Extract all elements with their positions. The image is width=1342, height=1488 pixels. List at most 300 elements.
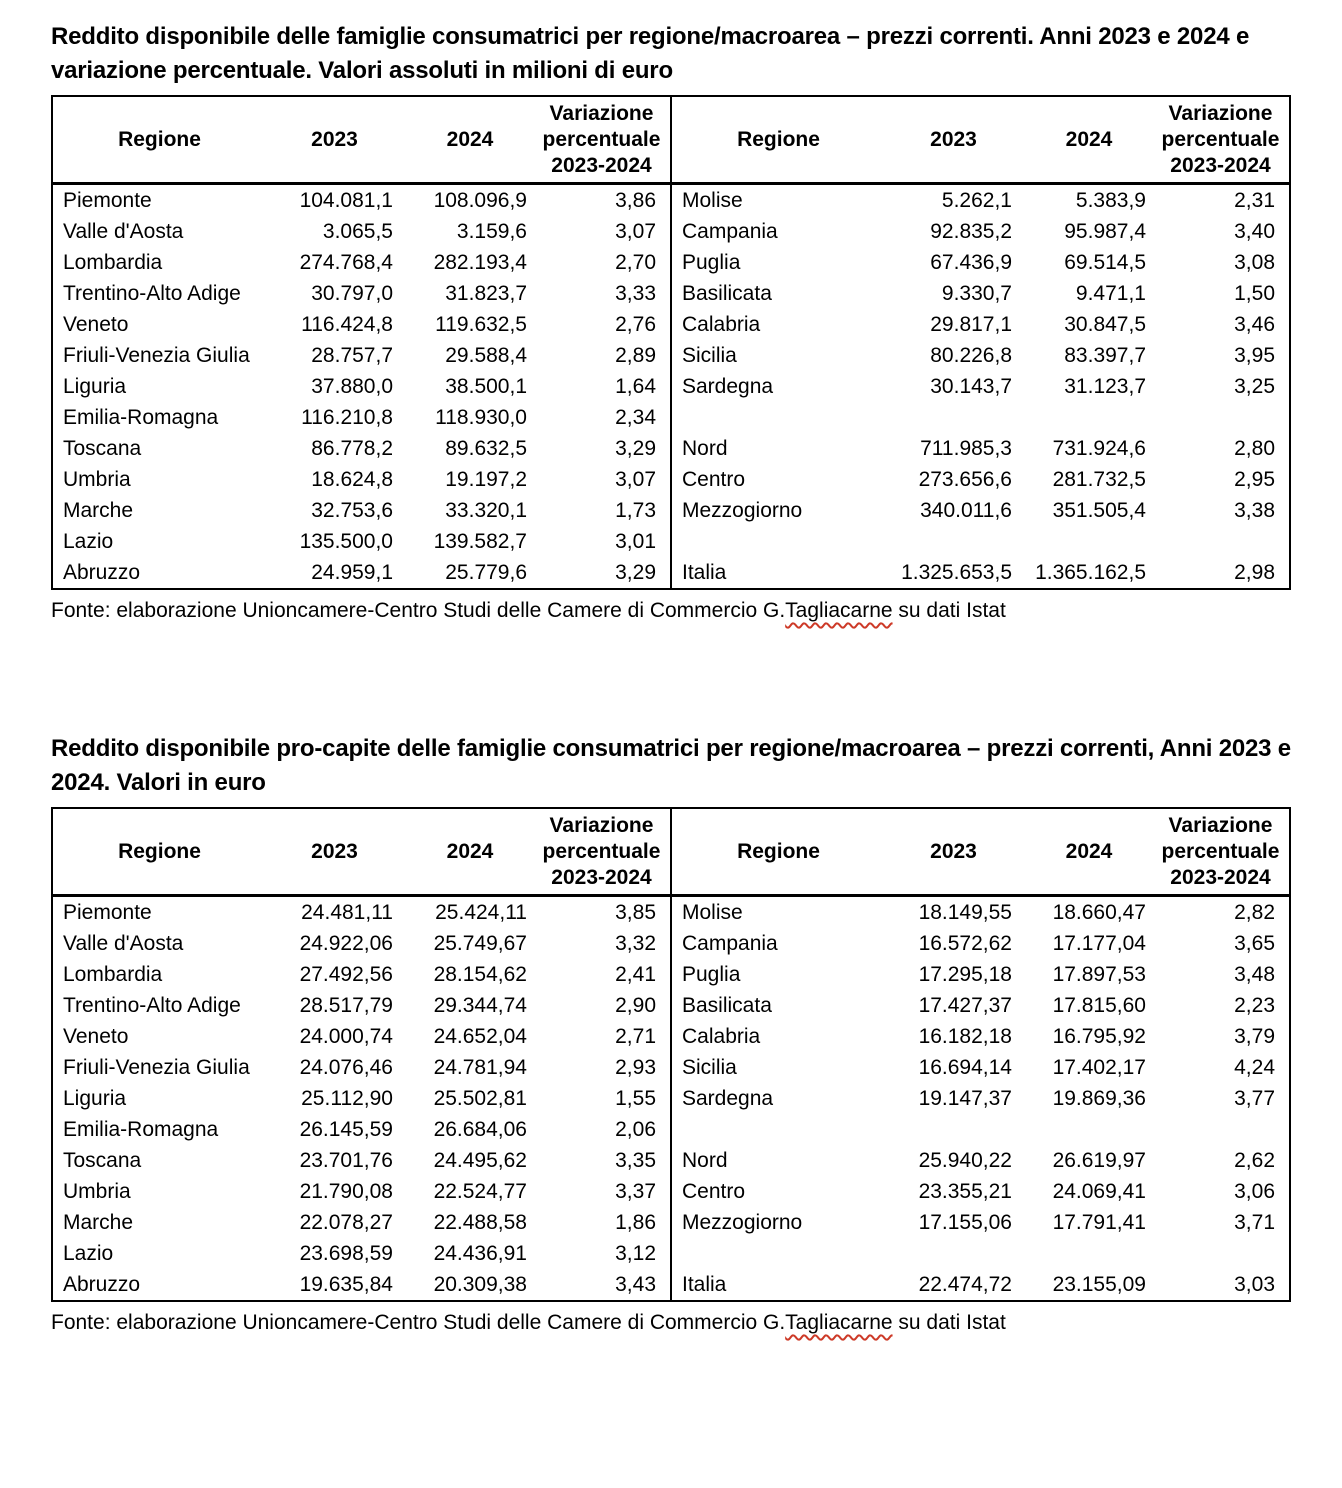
table-row bbox=[672, 216, 1289, 247]
value-cell: 3,85 bbox=[615, 901, 656, 924]
value-cell: 3,95 bbox=[1234, 344, 1275, 367]
source-spellcheck-flagged-word: Tagliacarne bbox=[785, 599, 893, 622]
table-row bbox=[53, 1269, 670, 1300]
table-row bbox=[672, 464, 1289, 495]
value-cell: 19.869,36 bbox=[1052, 1087, 1146, 1110]
value-cell: 116.424,8 bbox=[301, 313, 393, 336]
value-cell: 89.632,5 bbox=[445, 437, 527, 460]
value-cell: 25.749,67 bbox=[433, 932, 527, 955]
value-cell: 2,41 bbox=[615, 963, 656, 986]
region-cell: Campania bbox=[682, 932, 778, 955]
table-row bbox=[672, 1021, 1289, 1052]
region-cell: Valle d'Aosta bbox=[63, 932, 184, 955]
table-row bbox=[53, 990, 670, 1021]
value-cell: 18.624,8 bbox=[311, 468, 393, 491]
region-cell: Molise bbox=[682, 189, 743, 212]
table-row-empty bbox=[672, 1238, 1289, 1269]
table-row bbox=[53, 433, 670, 464]
region-cell: Toscana bbox=[63, 1149, 142, 1172]
column-header-2023: 2023 bbox=[311, 839, 358, 863]
value-cell: 2,93 bbox=[615, 1056, 656, 1079]
table1-right-body bbox=[672, 185, 1289, 588]
value-cell: 24.069,41 bbox=[1052, 1180, 1146, 1203]
value-cell: 139.582,7 bbox=[433, 530, 527, 553]
value-cell: 3,46 bbox=[1234, 313, 1275, 336]
table-row bbox=[672, 1052, 1289, 1083]
value-cell bbox=[1156, 526, 1289, 557]
source-text: Fonte: elaborazione Unioncamere-Centro Studi delle Camere di Commercio G. bbox=[51, 599, 786, 622]
value-cell: 16.572,62 bbox=[918, 932, 1012, 955]
table-row bbox=[53, 371, 670, 402]
value-cell: 24.922,06 bbox=[299, 932, 393, 955]
region-cell bbox=[672, 402, 885, 433]
value-cell: 3.159,6 bbox=[456, 220, 527, 243]
table-row bbox=[672, 1145, 1289, 1176]
table-row bbox=[672, 928, 1289, 959]
table1 bbox=[51, 95, 1291, 590]
value-cell: 3,07 bbox=[615, 468, 656, 491]
value-cell: 24.959,1 bbox=[311, 561, 393, 584]
value-cell: 20.309,38 bbox=[433, 1273, 527, 1296]
region-cell: Umbria bbox=[63, 468, 131, 491]
table-row bbox=[53, 1238, 670, 1269]
value-cell bbox=[1156, 1238, 1289, 1269]
region-cell: Mezzogiorno bbox=[682, 499, 803, 522]
value-cell: 19.147,37 bbox=[918, 1087, 1012, 1110]
table-row bbox=[672, 1269, 1289, 1300]
column-header-2024: 2024 bbox=[1065, 127, 1113, 151]
value-cell: 18.660,47 bbox=[1052, 901, 1146, 924]
value-cell: 3,32 bbox=[615, 932, 656, 955]
region-cell: Veneto bbox=[63, 313, 129, 336]
value-cell: 3,08 bbox=[1234, 251, 1275, 274]
value-cell bbox=[885, 1114, 1022, 1145]
value-cell: 3,12 bbox=[615, 1242, 656, 1265]
value-cell: 17.897,53 bbox=[1052, 963, 1146, 986]
value-cell: 25.779,6 bbox=[445, 561, 527, 584]
region-cell: Emilia-Romagna bbox=[63, 406, 219, 429]
table-row bbox=[672, 557, 1289, 588]
table-row bbox=[53, 278, 670, 309]
table2-left-body bbox=[53, 897, 670, 1300]
value-cell: 3,35 bbox=[615, 1149, 656, 1172]
table-row bbox=[53, 897, 670, 928]
region-cell: Trentino-Alto Adige bbox=[63, 994, 241, 1017]
value-cell: 3,03 bbox=[1234, 1273, 1275, 1296]
value-cell: 2,98 bbox=[1234, 561, 1275, 584]
table2-section bbox=[51, 732, 1291, 1338]
value-cell: 16.795,92 bbox=[1052, 1025, 1146, 1048]
value-cell: 25.112,90 bbox=[301, 1087, 393, 1110]
value-cell: 23.698,59 bbox=[299, 1242, 393, 1265]
value-cell: 92.835,2 bbox=[930, 220, 1012, 243]
column-header-variazione: Variazione percentuale 2023-2024 bbox=[542, 101, 661, 177]
value-cell: 3,33 bbox=[615, 282, 656, 305]
region-cell: Liguria bbox=[63, 375, 127, 398]
value-cell: 273.656,6 bbox=[918, 468, 1012, 491]
region-cell: Sicilia bbox=[682, 1056, 737, 1079]
value-cell: 32.753,6 bbox=[311, 499, 393, 522]
value-cell bbox=[1022, 526, 1156, 557]
value-cell: 33.320,1 bbox=[445, 499, 527, 522]
value-cell bbox=[1022, 402, 1156, 433]
table-row-empty bbox=[672, 1114, 1289, 1145]
value-cell: 19.635,84 bbox=[299, 1273, 393, 1296]
value-cell: 274.768,4 bbox=[299, 251, 393, 274]
value-cell: 3,43 bbox=[615, 1273, 656, 1296]
table-row bbox=[672, 495, 1289, 526]
region-cell: Abruzzo bbox=[63, 561, 141, 584]
table-row bbox=[53, 526, 670, 557]
value-cell: 24.781,94 bbox=[433, 1056, 527, 1079]
value-cell: 3,77 bbox=[1234, 1087, 1275, 1110]
table2-title: Reddito disponibile pro-capite delle famiglie consumatrici per regione/macroarea – prezzi correnti, Anni 2023 e 2024. Valori in euro bbox=[51, 735, 1291, 796]
table1-right-half bbox=[670, 97, 1289, 588]
region-cell: Lazio bbox=[63, 530, 114, 553]
value-cell: 27.492,56 bbox=[299, 963, 393, 986]
value-cell: 23.355,21 bbox=[918, 1180, 1012, 1203]
value-cell: 23.701,76 bbox=[299, 1149, 393, 1172]
column-header-2024: 2024 bbox=[446, 127, 494, 151]
value-cell: 37.880,0 bbox=[311, 375, 393, 398]
value-cell: 22.078,27 bbox=[299, 1211, 393, 1234]
region-cell bbox=[672, 1238, 885, 1269]
value-cell: 1,50 bbox=[1234, 282, 1275, 305]
column-header-2024: 2024 bbox=[446, 839, 494, 863]
region-cell: Puglia bbox=[682, 963, 741, 986]
region-cell: Marche bbox=[63, 1211, 134, 1234]
table2-source-note bbox=[51, 1308, 1291, 1338]
value-cell: 2,70 bbox=[615, 251, 656, 274]
table-row bbox=[672, 185, 1289, 216]
value-cell: 30.143,7 bbox=[930, 375, 1012, 398]
region-cell: Emilia-Romagna bbox=[63, 1118, 219, 1141]
table-row bbox=[53, 464, 670, 495]
value-cell: 1.365.162,5 bbox=[1035, 561, 1146, 584]
value-cell: 119.632,5 bbox=[435, 313, 527, 336]
source-text: Fonte: elaborazione Unioncamere-Centro Studi delle Camere di Commercio G. bbox=[51, 1311, 786, 1334]
value-cell: 17.155,06 bbox=[918, 1211, 1012, 1234]
value-cell bbox=[885, 526, 1022, 557]
table1-source-note bbox=[51, 596, 1291, 626]
value-cell: 18.149,55 bbox=[918, 901, 1012, 924]
value-cell: 731.924,6 bbox=[1052, 437, 1146, 460]
value-cell: 28.517,79 bbox=[299, 994, 393, 1017]
value-cell: 3,29 bbox=[615, 437, 656, 460]
column-header-2023: 2023 bbox=[930, 127, 977, 151]
table-row bbox=[53, 959, 670, 990]
column-header-variazione: Variazione percentuale 2023-2024 bbox=[542, 813, 661, 889]
region-cell: Valle d'Aosta bbox=[63, 220, 184, 243]
value-cell: 3,40 bbox=[1234, 220, 1275, 243]
value-cell: 3,86 bbox=[615, 189, 656, 212]
region-cell: Basilicata bbox=[682, 282, 772, 305]
value-cell: 116.210,8 bbox=[301, 406, 393, 429]
table-row bbox=[672, 278, 1289, 309]
value-cell: 38.500,1 bbox=[445, 375, 527, 398]
region-cell: Friuli-Venezia Giulia bbox=[63, 1056, 250, 1079]
value-cell: 340.011,6 bbox=[920, 499, 1012, 522]
value-cell: 28.757,7 bbox=[311, 344, 393, 367]
region-cell: Molise bbox=[682, 901, 743, 924]
value-cell: 3,29 bbox=[615, 561, 656, 584]
table-row bbox=[53, 216, 670, 247]
region-cell: Italia bbox=[682, 1273, 727, 1296]
value-cell: 2,89 bbox=[615, 344, 656, 367]
value-cell bbox=[1156, 1114, 1289, 1145]
value-cell: 2,76 bbox=[615, 313, 656, 336]
table-row bbox=[53, 247, 670, 278]
region-cell: Mezzogiorno bbox=[682, 1211, 803, 1234]
value-cell: 2,06 bbox=[615, 1118, 656, 1141]
region-cell bbox=[672, 1114, 885, 1145]
value-cell: 281.732,5 bbox=[1052, 468, 1146, 491]
value-cell: 21.790,08 bbox=[299, 1180, 393, 1203]
value-cell: 2,71 bbox=[615, 1025, 656, 1048]
value-cell: 3,38 bbox=[1234, 499, 1275, 522]
value-cell: 24.076,46 bbox=[299, 1056, 393, 1079]
value-cell: 2,34 bbox=[615, 406, 656, 429]
value-cell: 22.474,72 bbox=[918, 1273, 1012, 1296]
region-cell: Piemonte bbox=[63, 901, 152, 924]
value-cell: 2,82 bbox=[1234, 901, 1275, 924]
value-cell: 282.193,4 bbox=[433, 251, 527, 274]
value-cell: 17.402,17 bbox=[1052, 1056, 1146, 1079]
value-cell: 104.081,1 bbox=[299, 189, 393, 212]
value-cell: 2,80 bbox=[1234, 437, 1275, 460]
table2-right-body bbox=[672, 897, 1289, 1300]
table2-left-half bbox=[53, 809, 670, 1300]
table1-title: Reddito disponibile delle famiglie consumatrici per regione/macroarea – prezzi correnti. Anni 2023 e 2024 e variazione percentuale. Valori assoluti in milioni di euro bbox=[51, 23, 1250, 84]
region-cell: Calabria bbox=[682, 313, 761, 336]
table-row bbox=[672, 433, 1289, 464]
table-row bbox=[672, 340, 1289, 371]
value-cell: 26.684,06 bbox=[433, 1118, 527, 1141]
region-cell: Liguria bbox=[63, 1087, 127, 1110]
value-cell: 3,06 bbox=[1234, 1180, 1275, 1203]
value-cell: 5.383,9 bbox=[1075, 189, 1146, 212]
region-cell: Italia bbox=[682, 561, 727, 584]
table2 bbox=[51, 807, 1291, 1302]
region-cell: Umbria bbox=[63, 1180, 131, 1203]
value-cell: 17.815,60 bbox=[1052, 994, 1146, 1017]
table-row bbox=[672, 309, 1289, 340]
value-cell: 30.797,0 bbox=[311, 282, 393, 305]
source-text: su dati Istat bbox=[892, 1311, 1006, 1334]
value-cell: 24.652,04 bbox=[433, 1025, 527, 1048]
value-cell: 3,07 bbox=[615, 220, 656, 243]
region-cell: Trentino-Alto Adige bbox=[63, 282, 241, 305]
region-cell: Sardegna bbox=[682, 375, 774, 398]
value-cell: 17.177,04 bbox=[1052, 932, 1146, 955]
value-cell: 17.295,18 bbox=[918, 963, 1012, 986]
region-cell: Friuli-Venezia Giulia bbox=[63, 344, 250, 367]
region-cell: Calabria bbox=[682, 1025, 761, 1048]
table-row bbox=[53, 185, 670, 216]
value-cell: 1,86 bbox=[615, 1211, 656, 1234]
region-cell: Campania bbox=[682, 220, 778, 243]
region-cell: Piemonte bbox=[63, 189, 152, 212]
value-cell: 16.694,14 bbox=[918, 1056, 1012, 1079]
region-cell: Veneto bbox=[63, 1025, 129, 1048]
value-cell bbox=[1156, 402, 1289, 433]
table-row bbox=[53, 1083, 670, 1114]
table2-right-half bbox=[670, 809, 1289, 1300]
column-header-regione: Regione bbox=[737, 127, 820, 151]
value-cell: 3,25 bbox=[1234, 375, 1275, 398]
value-cell bbox=[885, 1238, 1022, 1269]
table-row bbox=[53, 1207, 670, 1238]
region-cell: Centro bbox=[682, 468, 746, 491]
table2-right-header-row bbox=[672, 809, 1289, 897]
value-cell: 2,90 bbox=[615, 994, 656, 1017]
value-cell: 24.436,91 bbox=[433, 1242, 527, 1265]
table-row bbox=[53, 402, 670, 433]
value-cell: 16.182,18 bbox=[918, 1025, 1012, 1048]
value-cell: 2,95 bbox=[1234, 468, 1275, 491]
value-cell: 2,62 bbox=[1234, 1149, 1275, 1172]
table-row bbox=[53, 1114, 670, 1145]
value-cell: 31.123,7 bbox=[1064, 375, 1146, 398]
column-header-variazione: Variazione percentuale 2023-2024 bbox=[1161, 101, 1280, 177]
value-cell: 23.155,09 bbox=[1052, 1273, 1146, 1296]
value-cell: 118.930,0 bbox=[435, 406, 527, 429]
value-cell: 29.344,74 bbox=[433, 994, 527, 1017]
column-header-regione: Regione bbox=[118, 127, 201, 151]
value-cell: 95.987,4 bbox=[1064, 220, 1146, 243]
table-row bbox=[672, 1083, 1289, 1114]
region-cell: Nord bbox=[682, 437, 728, 460]
value-cell: 3,37 bbox=[615, 1180, 656, 1203]
value-cell: 30.847,5 bbox=[1064, 313, 1146, 336]
value-cell: 2,31 bbox=[1234, 189, 1275, 212]
value-cell: 31.823,7 bbox=[445, 282, 527, 305]
value-cell bbox=[885, 402, 1022, 433]
table1-left-header-row bbox=[53, 97, 670, 185]
value-cell bbox=[1022, 1238, 1156, 1269]
value-cell: 83.397,7 bbox=[1064, 344, 1146, 367]
table2-left-header-row bbox=[53, 809, 670, 897]
value-cell: 24.481,11 bbox=[301, 901, 393, 924]
value-cell: 9.471,1 bbox=[1075, 282, 1146, 305]
table1-section bbox=[51, 20, 1291, 626]
value-cell: 80.226,8 bbox=[930, 344, 1012, 367]
table-row bbox=[53, 557, 670, 588]
table-row bbox=[53, 1145, 670, 1176]
region-cell: Lombardia bbox=[63, 963, 163, 986]
value-cell: 3.065,5 bbox=[322, 220, 393, 243]
table1-left-half bbox=[53, 97, 670, 588]
value-cell: 3,48 bbox=[1234, 963, 1275, 986]
source-text: su dati Istat bbox=[892, 599, 1006, 622]
value-cell: 29.588,4 bbox=[445, 344, 527, 367]
region-cell: Abruzzo bbox=[63, 1273, 141, 1296]
column-header-2024: 2024 bbox=[1065, 839, 1113, 863]
region-cell bbox=[672, 526, 885, 557]
column-header-variazione: Variazione percentuale 2023-2024 bbox=[1161, 813, 1280, 889]
table-row bbox=[53, 1176, 670, 1207]
value-cell: 19.197,2 bbox=[445, 468, 527, 491]
table-row-empty bbox=[672, 402, 1289, 433]
value-cell: 67.436,9 bbox=[930, 251, 1012, 274]
value-cell: 24.495,62 bbox=[433, 1149, 527, 1172]
value-cell: 1.325.653,5 bbox=[901, 561, 1012, 584]
region-cell: Lombardia bbox=[63, 251, 163, 274]
column-header-2023: 2023 bbox=[311, 127, 358, 151]
table-row bbox=[53, 309, 670, 340]
value-cell: 86.778,2 bbox=[311, 437, 393, 460]
region-cell: Puglia bbox=[682, 251, 741, 274]
table-row bbox=[672, 959, 1289, 990]
value-cell: 1,73 bbox=[615, 499, 656, 522]
value-cell: 135.500,0 bbox=[299, 530, 393, 553]
table1-right-header-row bbox=[672, 97, 1289, 185]
value-cell: 3,65 bbox=[1234, 932, 1275, 955]
table1-left-body bbox=[53, 185, 670, 588]
value-cell: 29.817,1 bbox=[930, 313, 1012, 336]
value-cell bbox=[1022, 1114, 1156, 1145]
value-cell: 3,01 bbox=[615, 530, 656, 553]
column-header-regione: Regione bbox=[118, 839, 201, 863]
region-cell: Nord bbox=[682, 1149, 728, 1172]
region-cell: Centro bbox=[682, 1180, 746, 1203]
value-cell: 2,23 bbox=[1234, 994, 1275, 1017]
column-header-regione: Regione bbox=[737, 839, 820, 863]
value-cell: 9.330,7 bbox=[941, 282, 1012, 305]
value-cell: 108.096,9 bbox=[433, 189, 527, 212]
region-cell: Marche bbox=[63, 499, 134, 522]
value-cell: 17.791,41 bbox=[1052, 1211, 1146, 1234]
table-row bbox=[672, 897, 1289, 928]
table-row bbox=[53, 928, 670, 959]
region-cell: Lazio bbox=[63, 1242, 114, 1265]
value-cell: 4,24 bbox=[1234, 1056, 1275, 1079]
source-spellcheck-flagged-word: Tagliacarne bbox=[785, 1311, 893, 1334]
region-cell: Basilicata bbox=[682, 994, 772, 1017]
table-row bbox=[53, 1052, 670, 1083]
value-cell: 28.154,62 bbox=[433, 963, 527, 986]
value-cell: 22.488,58 bbox=[433, 1211, 527, 1234]
value-cell: 17.427,37 bbox=[918, 994, 1012, 1017]
value-cell: 351.505,4 bbox=[1052, 499, 1146, 522]
column-header-2023: 2023 bbox=[930, 839, 977, 863]
table-row bbox=[672, 1176, 1289, 1207]
value-cell: 1,55 bbox=[615, 1087, 656, 1110]
region-cell: Toscana bbox=[63, 437, 142, 460]
value-cell: 69.514,5 bbox=[1064, 251, 1146, 274]
value-cell: 25.424,11 bbox=[435, 901, 527, 924]
value-cell: 24.000,74 bbox=[299, 1025, 393, 1048]
value-cell: 1,64 bbox=[615, 375, 656, 398]
value-cell: 26.619,97 bbox=[1052, 1149, 1146, 1172]
value-cell: 26.145,59 bbox=[299, 1118, 393, 1141]
value-cell: 25.502,81 bbox=[433, 1087, 527, 1110]
value-cell: 3,71 bbox=[1234, 1211, 1275, 1234]
value-cell: 3,79 bbox=[1234, 1025, 1275, 1048]
table-row bbox=[672, 1207, 1289, 1238]
table-row bbox=[53, 1021, 670, 1052]
table-row bbox=[53, 340, 670, 371]
table-row bbox=[53, 495, 670, 526]
table-row bbox=[672, 990, 1289, 1021]
table-row-empty bbox=[672, 526, 1289, 557]
value-cell: 25.940,22 bbox=[918, 1149, 1012, 1172]
table-row bbox=[672, 371, 1289, 402]
table-row bbox=[672, 247, 1289, 278]
region-cell: Sardegna bbox=[682, 1087, 774, 1110]
value-cell: 711.985,3 bbox=[920, 437, 1012, 460]
value-cell: 5.262,1 bbox=[941, 189, 1012, 212]
